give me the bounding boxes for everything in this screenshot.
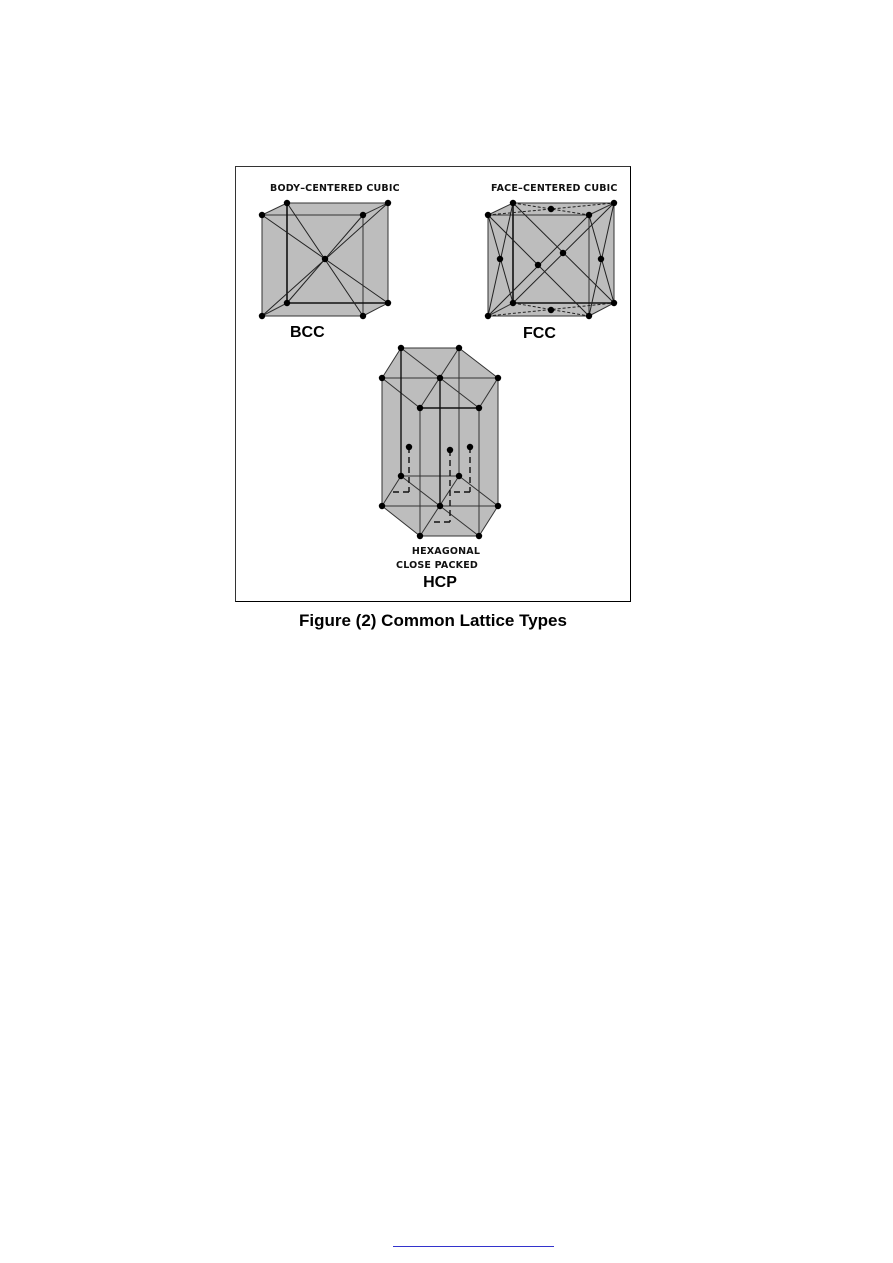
hcp-atom [495,503,501,509]
hcp-atom [476,405,482,411]
fcc-atom [586,212,592,218]
fcc-atom [485,212,491,218]
bcc-atom [360,212,366,218]
fcc-abbreviation: FCC [523,325,556,342]
hcp-atom [417,405,423,411]
hcp-atom [379,503,385,509]
fcc-face-atom [497,256,503,262]
fcc-face-atom [548,206,554,212]
bcc-atom [259,313,265,319]
bcc-atom [284,300,290,306]
figure-caption: Figure (2) Common Lattice Types [299,611,567,630]
bcc-atom [259,212,265,218]
bcc-atom [385,300,391,306]
fcc-face-atom [560,250,566,256]
hcp-atom [398,345,404,351]
fcc-atom [510,200,516,206]
fcc-heading: FACE–CENTERED CUBIC [491,183,618,194]
hcp-abbreviation: HCP [423,574,457,591]
hcp-atom [476,533,482,539]
hcp-mid-atom [406,444,412,450]
hcp-mid-atom [447,447,453,453]
hcp-atom [379,375,385,381]
fcc-unit-cell [485,200,617,319]
fcc-face-atom [548,307,554,313]
bcc-unit-cell [259,200,391,319]
hcp-atom [495,375,501,381]
hcp-atom [456,473,462,479]
fcc-atom [485,313,491,319]
fcc-shading [488,203,614,316]
hcp-heading-line1: HEXAGONAL [411,546,481,557]
bcc-atom [385,200,391,206]
bcc-atom [284,200,290,206]
bcc-atom [360,313,366,319]
hcp-unit-cell [379,345,501,539]
fcc-atom [611,200,617,206]
fcc-atom [611,300,617,306]
hcp-atom [456,345,462,351]
bcc-center-atom [322,256,328,262]
fcc-face-atom [535,262,541,268]
hcp-atom [417,533,423,539]
hcp-atom [398,473,404,479]
hcp-heading-line2: CLOSE PACKED [396,560,478,571]
hcp-atom [437,503,443,509]
fcc-face-atom [598,256,604,262]
hcp-mid-atom [467,444,473,450]
bcc-abbreviation: BCC [290,324,325,341]
bcc-heading: BODY–CENTERED CUBIC [270,183,400,194]
footer-link-underline[interactable] [393,1246,554,1247]
hcp-atom [437,375,443,381]
fcc-atom [510,300,516,306]
fcc-atom [586,313,592,319]
